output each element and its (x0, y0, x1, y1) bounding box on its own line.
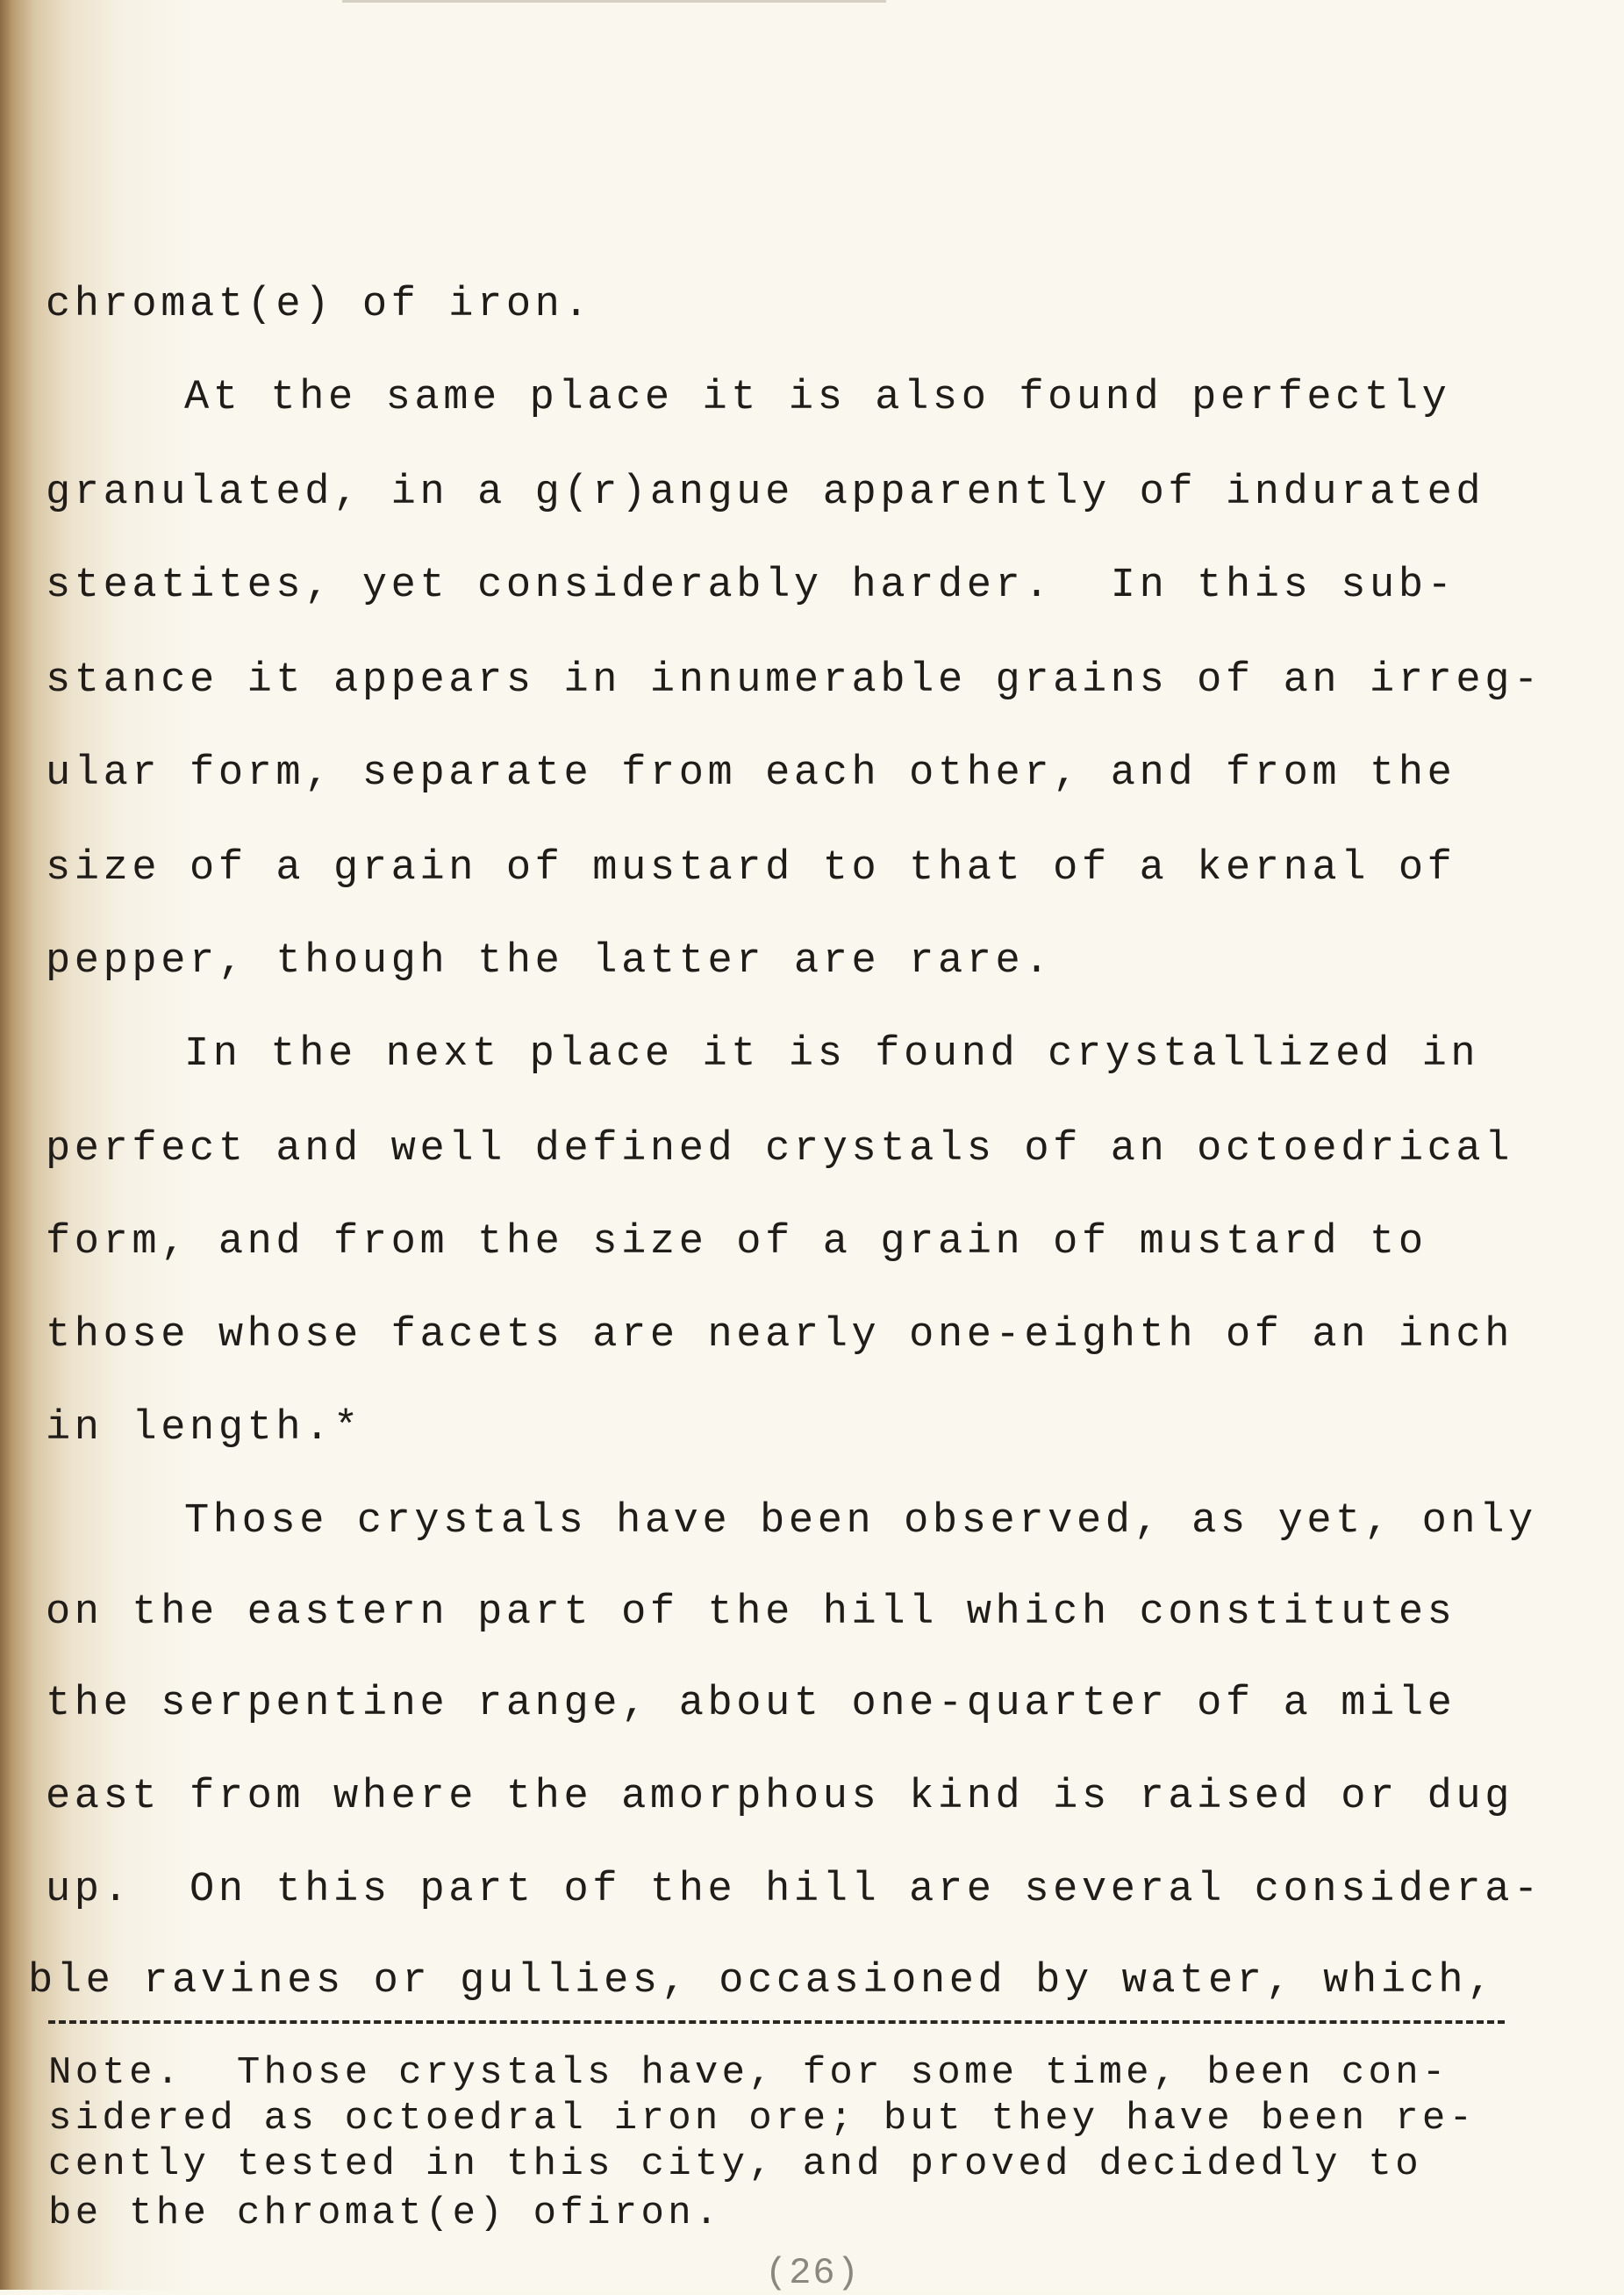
page-number: (26) (765, 2252, 861, 2294)
footnote-line: be the chromat(e) ofiron. (48, 2191, 722, 2235)
text-line: form, and from the size of a grain of mustard to (46, 1219, 1427, 1266)
text-line: those whose facets are nearly one-eighth of an inch (46, 1312, 1514, 1359)
text-line: granulated, in a g(r)angue apparently of indurated (46, 470, 1485, 516)
text-line: in length.* (46, 1405, 362, 1452)
top-edge-mark (342, 0, 886, 3)
footnote-line: cently tested in this city, and proved decidedly to (48, 2142, 1422, 2186)
text-line: In the next place it is found crystallized in (184, 1031, 1480, 1078)
text-line: pepper, though the latter are rare. (46, 938, 1054, 985)
text-line: chromat(e) of iron. (46, 282, 593, 328)
text-line: steatites, yet considerably harder. In this sub- (46, 563, 1456, 609)
text-line: the serpentine range, about one-quarter of a mile (46, 1681, 1456, 1727)
text-line: ular form, separate from each other, and from the (46, 750, 1456, 797)
footnote-divider (48, 2020, 1505, 2024)
text-line: Those crystals have been observed, as yet, only (184, 1498, 1537, 1545)
footnote-line: sidered as octoedral iron ore; but they have been re- (48, 2097, 1477, 2141)
text-line: on the eastern part of the hill which constitutes (46, 1589, 1456, 1636)
text-line: east from where the amorphous kind is raised or dug (46, 1774, 1514, 1820)
text-line: ble ravines or gullies, occasioned by water, which, (28, 1958, 1497, 2005)
text-line: At the same place it is also found perfectly (184, 375, 1451, 421)
text-line: stance it appears in innumerable grains of an irreg- (46, 657, 1542, 704)
text-line: perfect and well defined crystals of an octoedrical (46, 1126, 1514, 1173)
footnote-line: Note. Those crystals have, for some time, been con- (48, 2051, 1449, 2095)
text-line: size of a grain of mustard to that of a kernal of (46, 845, 1456, 892)
text-line: up. On this part of the hill are several considera- (46, 1867, 1542, 1913)
